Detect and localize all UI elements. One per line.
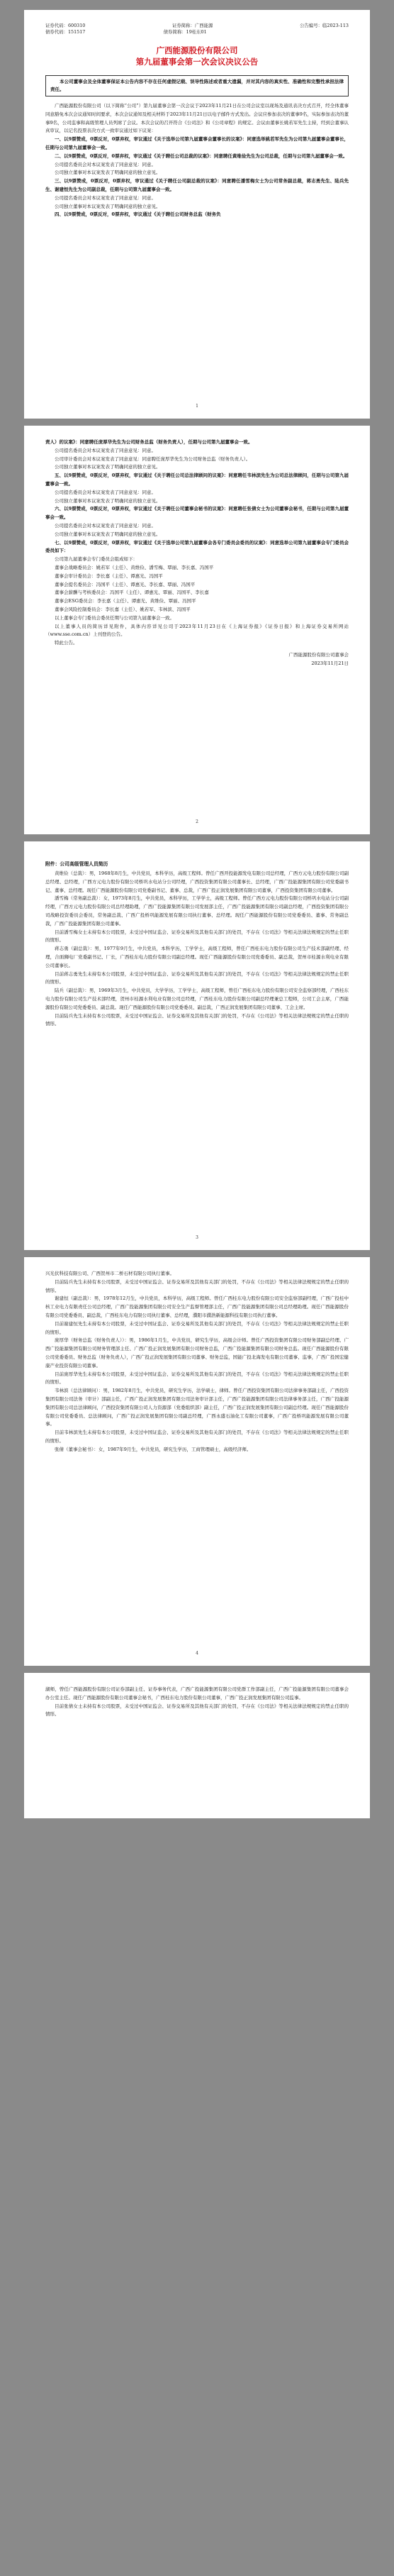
paragraph: 公司提名委员会对本议案发表了同意意见：同意。 <box>55 489 156 495</box>
paragraph: 责人）的议案》：同意聘任庞厚华先生为公司财务总监（财务负责人），任期与公司第九届董事会一致。 <box>45 439 253 445</box>
paragraph: 公司提名委员会对本议案发表了同意意见：同意。 <box>55 194 156 201</box>
paragraph: 目前张倩女士未持有本公司股票，未受过中国证监会、证券交易所及其他有关部门的处罚，不存在《公司法》等相关法律法规规定的禁止任职的情形。 <box>45 1703 349 1718</box>
paragraph: 五、以9票赞成，0票反对，0票弃权，审议通过《关于聘任公司总法律顾问的议案》：同意聘任韦林滨先生为公司总法律顾问，任期与公司第九届董事会一致。 <box>45 472 349 487</box>
notice-number: 公告编号：临2023-113 <box>300 23 349 28</box>
paragraph: 广西能源股份有限公司（以下简称“公司”）第九届董事会第一次会议于2023年11月21日在公司会议室以现场及通讯表决方式召开，经全体董事同意豁免本次会议通知时间要求，本次会议通知及相关材料于2023年11月21日以电子邮件方式发出。会议应参加表决的董事9名，实际参加表决的董事9名，公司监事和高级管理人员列席了会议。本次会议的召开符合《公司法》和《公司章程》的规定。会议由董事长姚若军先生主持，经到会董事认真审议，以记名投票表决方式一致审议通过如下议案： <box>45 103 349 134</box>
paragraph: 以上董事会专门委员会委员任期与公司第九届董事会一致。 <box>55 614 174 621</box>
document-page-1 <box>24 10 370 419</box>
paragraph: 董事会提名委员会：冯国平（主任）、谭惠光、李长嘉、覃丽、冯国平 <box>55 581 196 587</box>
paragraph: 目前潘雪梅女士未持有本公司股票，未受过中国证监会、证券交易所及其他有关部门的处罚，不存在《公司法》等相关法律法规规定的禁止任职的情形。 <box>45 929 349 944</box>
paragraph: 公司提名委员会对本议案发表了同意意见：同意。 <box>55 522 156 529</box>
company-title: 广西能源股份有限公司 <box>156 45 238 55</box>
announcement-title: 第九届董事会第一次会议决议公告 <box>135 57 259 67</box>
page-2-body <box>45 438 349 648</box>
paragraph: 兴光伏科技有限公司、广西贺州市二桥石材有限公司执行董事。 <box>45 1271 174 1276</box>
page-5-body <box>45 1686 349 1719</box>
paragraph: 张倩（董事会秘书）：女，1987年9月生，中共党员，研究生学历，工商管理硕士，高级经济师。 <box>55 1446 252 1452</box>
paragraph: 目前庞厚华先生未持有本公司股票，未受过中国证监会、证券交易所及其他有关部门的处罚，不存在《公司法》等相关法律法规规定的禁止任职的情形。 <box>45 1371 349 1386</box>
paragraph: 特此公告。 <box>55 640 78 646</box>
paragraph: 潘雪梅（常务副总裁）：女，1973年8月生，中共党员，本科学历，工学学士，高级工程师。曾任广西方元电力股份有限公司桥巩水电站分公司副经理，广西方元电力股份有限公司总经理助理，广西广投能源集团有限公司发展部主任，广西广投能源集团有限公司副总经理，广西投资集团有限公司战略投资委员会委员，常务副总裁、广西广投桥巩能源发展有限公司执行董事、总经理。现任广西能源股份有限公司党委委员、董事、常务副总裁，广西广投能源集团有限公司董事。 <box>45 895 349 927</box>
stock-abbr: 证券简称：广西能源 <box>171 23 213 28</box>
paragraph: 目前韦林滨先生未持有本公司股票，未受过中国证监会、证券交易所及其他有关部门的处罚，不存在《公司法》等相关法律法规规定的禁止任职的情形。 <box>45 1430 349 1444</box>
page-number: 1 <box>196 404 198 409</box>
document-page-3 <box>24 841 370 1250</box>
paragraph: 目前陆兵先生未持有本公司股票，未受过中国证监会、证券交易所及其他有关部门的处罚，不存在《公司法》等相关法律法规规定的禁止任职的情形。 <box>45 1012 349 1027</box>
bond-abbr: 债券简称：19桂东01 <box>163 29 207 35</box>
paragraph: 目前陆兵先生未持有本公司股票，未受过中国证监会、证券交易所及其他有关部门的处罚，不存在《公司法》等相关法律法规规定的禁止任职的情形。 <box>45 1278 349 1293</box>
paragraph: 董事会战略委员会：姚若军（主任）、黄维俭、潘雪梅、覃丽、李长嘉、冯国平 <box>55 564 214 570</box>
header-line-2 <box>45 29 349 35</box>
paragraph: 公司审计委员会对本议案发表了同意意见：同意聘任庞厚华先生为公司财务总监（财务负责人）。 <box>55 455 251 462</box>
paragraph: 公司独立董事对本议案发表了明确同意的独立意见。 <box>55 170 161 176</box>
signature-company: 广西能源股份有限公司董事会 <box>288 651 349 658</box>
paragraph: 六、以9票赞成，0票反对，0票弃权，审议通过《关于聘任公司董事会秘书的议案》：同意聘任张倩女士为公司董事会秘书，任期与公司第九届董事会一致。 <box>45 506 349 521</box>
paragraph: 公司独立董事对本议案发表了明确同意的独立意见。 <box>55 464 161 470</box>
board-statement-box: 本公司董事会及全体董事保证本公告内容不存在任何虚假记载、误导性陈述或者重大遗漏，并对其内容的真实性、准确性和完整性承担法律责任。 <box>45 75 349 96</box>
paragraph: 三、以9票赞成，0票反对，0票弃权，审议通过《关于聘任公司副总裁的议案》：同意聘任潘雪梅女士为公司常务副总裁，蒋志勇先生、陆兵先生、谢建恒先生为公司副总裁，任期与公司第九届董事会一致。 <box>45 178 349 192</box>
paragraph: 韦林滨（总法律顾问）：男，1982年8月生，中共党员，研究生学历，法学硕士，律师。曾任广西投资集团有限公司法律事务部副主任，广西投资集团有限公司法务（审计）部副主任，广西广投正润发展集团有限公司法务审计部主任，广西广投能源集团有限公司法律事务部主任，广西广投能源集团有限公司总法律顾问，广西投资集团有限公司人力资源部（党委组织部）副主任，广西广投正润发展集团有限公司副总经理。现任广西能源股份有限公司党委委员、总法律顾问，广西广投正润发展集团有限公司副总经理，广西永盛石油化工有限公司董事，广西广投桥巩能源发展有限公司董事。 <box>45 1388 349 1427</box>
paragraph: 陆兵（副总裁）：男，1969年3月生，中共党员，大学学历，工学学士，高级工程师，曾任广西桂东电力股份有限公司安全监察部经理，广西桂东电力股份有限公司生产技术部经理，贺州市桂源水利电业有限公司总经理，广西桂东电力股份有限公司副总经理兼总工程师，公司工会主席，广西能源股份有限公司党委委员、副总裁。现任广西能源股份有限公司党委委员、副总裁，广西正润发展集团有限公司董事、工会主席。 <box>45 988 349 1010</box>
page-number: 3 <box>196 1235 198 1240</box>
paragraph: 七、以9票赞成，0票反对，0票弃权，审议通过《关于选举公司第九届董事会各专门委员会委员的议案》：同意选举公司第九届董事会专门委员会委员如下： <box>45 539 349 554</box>
paragraph: 公司提名委员会对本议案发表了同意意见：同意。 <box>55 161 156 167</box>
paragraph: 公司第九届董事会专门委员会组成如下： <box>55 556 137 563</box>
paragraph: 董事会ESG委员会：李长嘉（主任）、谭惠光、黄维俭、覃丽、冯国平 <box>55 598 196 604</box>
signature-date: 2023年11月21日 <box>311 660 349 666</box>
paragraph: 目前蒋志勇先生未持有本公司股票，未受过中国证监会、证券交易所及其他有关部门的处罚，不存在《公司法》等相关法律法规规定的禁止任职的情形。 <box>45 971 349 985</box>
paragraph: 公司独立董事对本议案发表了明确同意的独立意见。 <box>55 531 161 537</box>
stock-code: 证券代码：600310 <box>45 23 86 28</box>
paragraph: 以上董事人员的简历详见附件，具体内容详见公司于2023年11月23日在《上海证券报》《证券日报》和上海证券交易所网站（www.sse.com.cn）上刊登的公告。 <box>45 623 349 638</box>
paragraph: 谢建恒（副总裁）：男，1978年12月生，中共党员，本科学历，高级工程师。曾任广西桂东电力股份有限公司安全监察部副经理，广西广投桂中核工业电力有限责任公司总经理，广西广投能源集团有限公司安全生产监督管理部主任，广西广投能源集团有限公司总经理助理。现任广西能源股份有限公司党委委员、副总裁，广西桂东电力有限公司执行董事、总经理，濮阳市濮浩新能源科技有限公司执行董事。 <box>45 1295 349 1318</box>
paragraph: 湖师，曾任广西能源股份有限公司证券部副主任、证券事务代表，广西广投能源集团有限公司党群工作部副主任，广西广投能源集团有限公司董事会办公室主任。现任广西能源股份有限公司董事会秘书，广西桂东电力股份有限公司董事，广西广投正润发展集团有限公司监事。 <box>45 1686 349 1701</box>
paragraph: 一、以9票赞成，0票反对，0票弃权，审议通过《关于选举公司第九届董事会董事长的议案》：同意选举姚若军先生为公司第九届董事会董事长，任期与公司第九届董事会一致。 <box>45 136 349 150</box>
header-line-1 <box>45 23 349 29</box>
paragraph: 四、以9票赞成，0票反对，0票弃权，审议通过《关于聘任公司财务总监（财务负 <box>55 211 221 218</box>
paragraph: 董事会薪酬与考核委员会：冯国平（主任）、谭惠光、覃丽、冯国平、李长嘉 <box>55 590 209 596</box>
page-number: 2 <box>196 819 198 824</box>
bond-code: 债券代码：151517 <box>45 29 86 35</box>
paragraph: 公司独立董事对本议案发表了明确同意的独立意见。 <box>55 203 161 209</box>
page-number: 4 <box>196 1651 198 1656</box>
document-page-2 <box>24 426 370 834</box>
paragraph: 公司提名委员会对本议案发表了同意意见：同意。 <box>55 447 156 453</box>
paragraph: 庞厚华（财务总监（财务负责人））：男，1986年1月生，中共党员，研究生学历，高级会计师。曾任广西投资集团有限公司财务部副总经理、广西广投能源集团有限公司财务管理部主任、广西广投正润发展集团有限公司财务总监，广西广投能源集团有限公司财务总监。现任广西能源股份有限公司党委委员、财务总监（财务负责人），广西广投正润发展集团有限公司董事、财务总监，国能广投北海发电有限公司董事、监事，广西广投国宏健康产业投资有限公司董事。 <box>45 1337 349 1369</box>
appendix-title: 附件：公司高级管理人员简历 <box>45 861 108 867</box>
paragraph: 黄维俭（总裁）：男，1968年8月生，中共党员，本科学历，高级工程师。曾任广西开投能源发电有限公司总经理，广西方元电力股份有限公司副总经理、总经理，广西方元电力股份有限公司桥巩水电站分公司经理，广西投资集团有限公司董事长、总经理，广西广投能源集团有限公司党委副书记、董事、总经理。现任广西能源股份有限公司党委副书记、董事、总裁，广西广投正润发展集团有限公司董事，广西投资集团有限公司董事。 <box>45 870 349 893</box>
document-page-5 <box>24 1673 370 1818</box>
paragraph: 目前谢建恒先生未持有本公司股票，未受过中国证监会、证券交易所及其他有关部门的处罚，不存在《公司法》等相关法律法规规定的禁止任职的情形。 <box>45 1320 349 1335</box>
paragraph: 董事会风险控制委员会：李长嘉（主任）、姚若军、韦林滨、冯国平 <box>55 606 191 612</box>
paragraph: 蒋志勇（副总裁）：男，1977年9月生，中共党员，本科学历，工学学士，高级工程师，曾任广西桂东电力股份有限公司生产技术部副经理、经理，合面狮电厂党委副书记、厂长，广西桂东电力股份有限公司副总经理。现任广西能源股份有限公司党委委员、副总裁，贺州市桂源水利电业有限公司董事长。 <box>45 946 349 968</box>
paragraph: 公司独立董事对本议案发表了明确同意的独立意见。 <box>55 497 161 504</box>
paragraph: 二、以9票赞成，0票反对，0票弃权，审议通过《关于聘任公司总裁的议案》：同意聘任黄维俭先生为公司总裁，任期与公司第九届董事会一致。 <box>55 153 348 159</box>
page-4-body <box>45 1270 349 1454</box>
page-1-body <box>45 102 349 219</box>
document-page-4 <box>24 1257 370 1666</box>
paragraph: 董事会审计委员会：李长嘉（主任）、谭惠光、冯国平 <box>55 573 163 579</box>
page-3-body <box>45 870 349 1029</box>
